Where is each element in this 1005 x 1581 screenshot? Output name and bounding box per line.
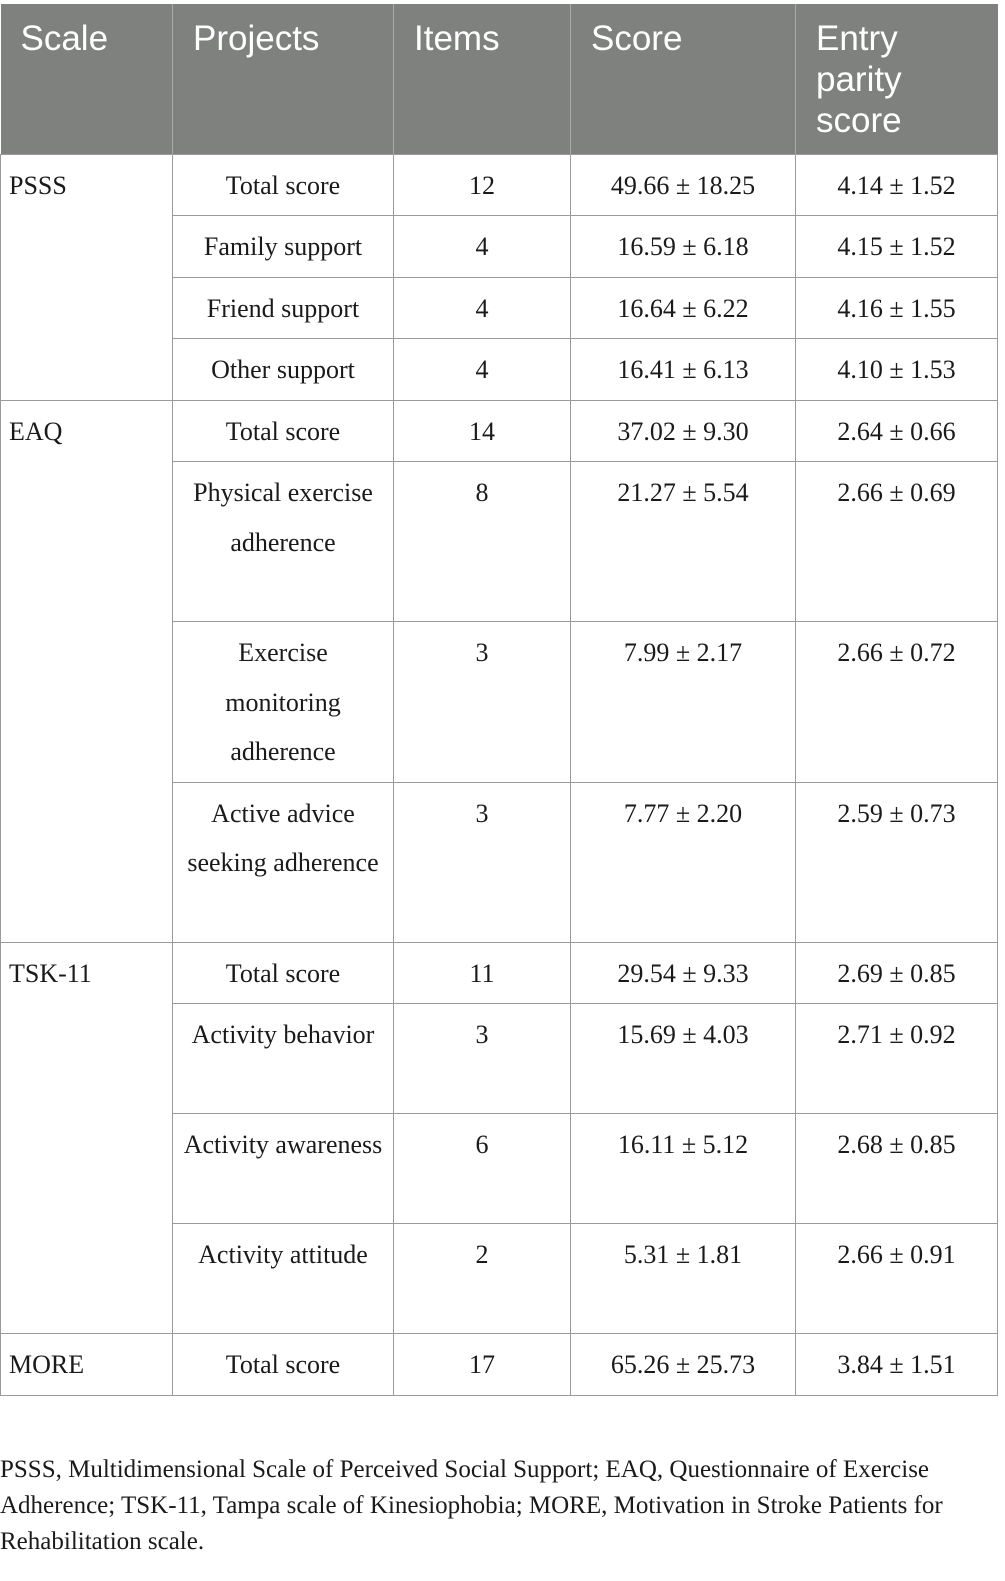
items-cell: 8 bbox=[394, 462, 571, 622]
header-entry-parity-score: Entry parity score bbox=[796, 4, 998, 154]
items-cell: 14 bbox=[394, 400, 571, 462]
project-cell: Other support bbox=[173, 339, 394, 401]
score-cell: 21.27 ± 5.54 bbox=[571, 462, 796, 622]
score-cell: 15.69 ± 4.03 bbox=[571, 1004, 796, 1114]
entry-parity-cell: 3.84 ± 1.51 bbox=[796, 1334, 998, 1396]
header-items: Items bbox=[394, 4, 571, 154]
items-cell: 4 bbox=[394, 339, 571, 401]
score-cell: 5.31 ± 1.81 bbox=[571, 1224, 796, 1334]
score-cell: 16.59 ± 6.18 bbox=[571, 216, 796, 278]
entry-parity-cell: 4.16 ± 1.55 bbox=[796, 277, 998, 339]
project-cell: Total score bbox=[173, 154, 394, 216]
entry-parity-cell: 2.66 ± 0.69 bbox=[796, 462, 998, 622]
score-cell: 16.64 ± 6.22 bbox=[571, 277, 796, 339]
project-cell: Activity awareness bbox=[173, 1114, 394, 1224]
entry-parity-cell: 2.59 ± 0.73 bbox=[796, 782, 998, 942]
items-cell: 12 bbox=[394, 154, 571, 216]
project-cell: Activity behavior bbox=[173, 1004, 394, 1114]
score-cell: 49.66 ± 18.25 bbox=[571, 154, 796, 216]
project-cell: Exercise monitoring adherence bbox=[173, 622, 394, 783]
items-cell: 6 bbox=[394, 1114, 571, 1224]
scale-cell: EAQ bbox=[1, 400, 173, 942]
scale-cell: PSSS bbox=[1, 154, 173, 400]
items-cell: 4 bbox=[394, 216, 571, 278]
project-cell: Family support bbox=[173, 216, 394, 278]
score-cell: 7.99 ± 2.17 bbox=[571, 622, 796, 783]
score-cell: 37.02 ± 9.30 bbox=[571, 400, 796, 462]
entry-parity-cell: 2.71 ± 0.92 bbox=[796, 1004, 998, 1114]
score-cell: 7.77 ± 2.20 bbox=[571, 782, 796, 942]
entry-parity-cell: 2.69 ± 0.85 bbox=[796, 942, 998, 1004]
project-cell: Activity attitude bbox=[173, 1224, 394, 1334]
score-cell: 29.54 ± 9.33 bbox=[571, 942, 796, 1004]
items-cell: 2 bbox=[394, 1224, 571, 1334]
entry-parity-cell: 2.66 ± 0.72 bbox=[796, 622, 998, 783]
project-cell: Physical exercise adherence bbox=[173, 462, 394, 622]
items-cell: 3 bbox=[394, 782, 571, 942]
project-cell: Friend support bbox=[173, 277, 394, 339]
items-cell: 3 bbox=[394, 622, 571, 783]
entry-parity-cell: 2.66 ± 0.91 bbox=[796, 1224, 998, 1334]
items-cell: 11 bbox=[394, 942, 571, 1004]
table-body bbox=[1, 154, 998, 1395]
scale-cell: TSK-11 bbox=[1, 942, 173, 1334]
header-score: Score bbox=[571, 4, 796, 154]
items-cell: 17 bbox=[394, 1334, 571, 1396]
project-cell: Total score bbox=[173, 400, 394, 462]
project-cell: Active advice seeking adherence bbox=[173, 782, 394, 942]
entry-parity-cell: 4.15 ± 1.52 bbox=[796, 216, 998, 278]
scale-cell: MORE bbox=[1, 1334, 173, 1396]
header-projects: Projects bbox=[173, 4, 394, 154]
score-cell: 65.26 ± 25.73 bbox=[571, 1334, 796, 1396]
project-cell: Total score bbox=[173, 942, 394, 1004]
header-scale: Scale bbox=[1, 4, 173, 154]
entry-parity-cell: 4.14 ± 1.52 bbox=[796, 154, 998, 216]
table-row bbox=[1, 942, 998, 1004]
items-cell: 4 bbox=[394, 277, 571, 339]
score-cell: 16.41 ± 6.13 bbox=[571, 339, 796, 401]
project-cell: Total score bbox=[173, 1334, 394, 1396]
score-cell: 16.11 ± 5.12 bbox=[571, 1114, 796, 1224]
table-row bbox=[1, 400, 998, 462]
entry-parity-cell: 4.10 ± 1.53 bbox=[796, 339, 998, 401]
entry-parity-cell: 2.64 ± 0.66 bbox=[796, 400, 998, 462]
table-row bbox=[1, 1334, 998, 1396]
table-row bbox=[1, 154, 998, 216]
scores-table bbox=[0, 4, 998, 1396]
items-cell: 3 bbox=[394, 1004, 571, 1114]
table-footnote: PSSS, Multidimensional Scale of Perceived Social Support; EAQ, Questionnaire of Exercise Adherence; TSK-11, Tampa scale of Kinesiophobia; MORE, Motivation in Stroke Patients for Rehabilitation scale. bbox=[0, 1456, 943, 1555]
entry-parity-cell: 2.68 ± 0.85 bbox=[796, 1114, 998, 1224]
header-row bbox=[1, 4, 998, 154]
